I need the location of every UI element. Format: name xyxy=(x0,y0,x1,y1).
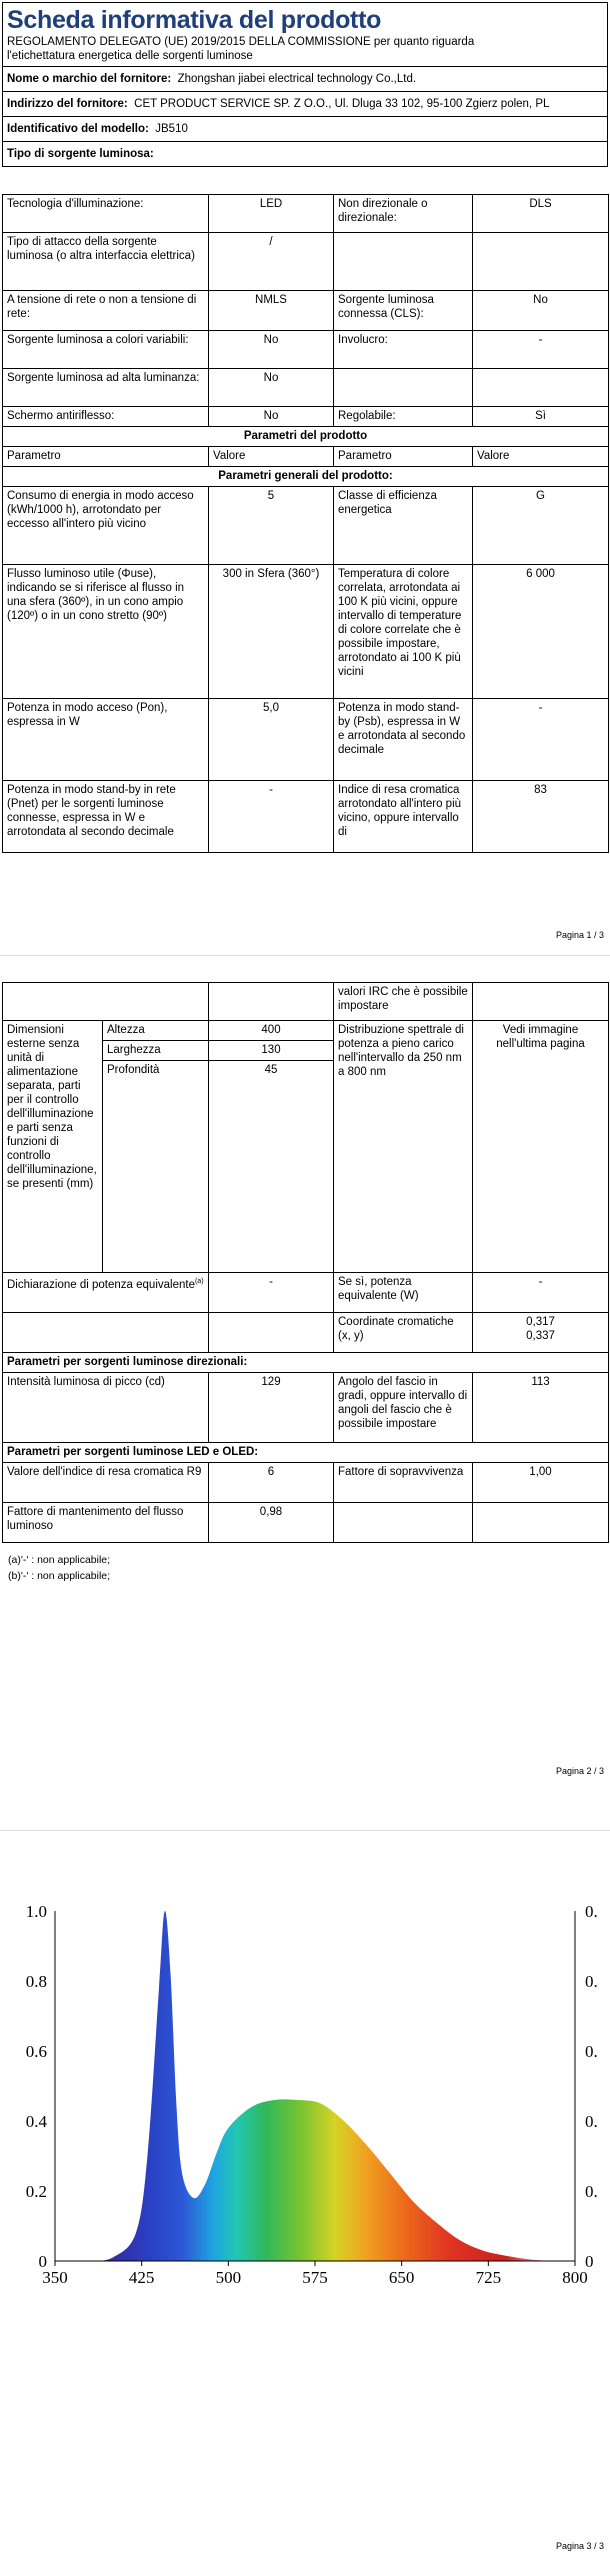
y-tick-label: 0.8 xyxy=(25,1972,47,1991)
chroma-y: 0,337 xyxy=(526,1330,555,1342)
section-header: Parametri per sorgenti luminose direzionali: xyxy=(3,1353,609,1373)
cell: 400 xyxy=(209,1021,334,1041)
spd-label: Distribuzione spettrale di potenza a pieno carico nell'intervallo da 250 nm a 800 nm xyxy=(334,1021,473,1273)
table-row xyxy=(3,1273,609,1313)
table-row xyxy=(3,467,609,487)
cell: valori IRC che è possibile impostare xyxy=(334,983,473,1021)
cell: - xyxy=(473,331,609,369)
model-label: Identificativo del modello: xyxy=(7,123,149,135)
subtitle-line-1: REGOLAMENTO DELEGATO (UE) 2019/2015 DELLA COMMISSIONE per quanto riguarda xyxy=(7,36,475,48)
equiv-label: Dichiarazione di potenza equivalente xyxy=(7,1278,195,1291)
model-value: JB510 xyxy=(155,123,188,135)
address-value: CET PRODUCT SERVICE SP. Z O.O., Ul. Dluga 33 102, 95-100 Zgierz polen, PL xyxy=(134,98,550,110)
page-number: Pagina 2 / 3 xyxy=(555,1766,604,1776)
cell xyxy=(3,1313,209,1353)
cell: NMLS xyxy=(209,291,334,331)
supplier-label: Nome o marchio del fornitore: xyxy=(7,73,172,85)
table-row xyxy=(3,1443,609,1463)
y-tick-label: 0 xyxy=(38,2252,47,2271)
section-header: Parametri del prodotto xyxy=(3,427,609,447)
cell: Consumo di energia in modo acceso (kWh/1000 h), arrotondato per eccesso all'intero più vicino xyxy=(3,487,209,565)
cell xyxy=(3,983,209,1021)
footnote-ref: (a) xyxy=(194,1278,204,1285)
table-row xyxy=(3,195,609,233)
table-row xyxy=(3,1353,609,1373)
table-row xyxy=(3,291,609,331)
spectrum-chart xyxy=(0,1891,610,2311)
cell: Schermo antiriflesso: xyxy=(3,407,209,427)
x-tick-label: 425 xyxy=(128,2268,155,2287)
cell: Temperatura di colore correlata, arrotondata ai 100 K più vicini, oppure intervallo di temperature di colore correlate che è possibile impostare, arrotondato ai 100 K più vicini xyxy=(334,565,473,699)
table-row xyxy=(3,565,609,699)
table-row xyxy=(3,447,609,467)
y-tick-label: 0.4 xyxy=(25,2112,47,2131)
cell: 129 xyxy=(209,1373,334,1443)
page-1 xyxy=(0,0,610,955)
section-header: Parametri generali del prodotto: xyxy=(3,467,609,487)
table-row xyxy=(3,1313,609,1353)
cell: 130 xyxy=(209,1041,334,1061)
cell xyxy=(334,1503,473,1543)
chroma-x: 0,317 xyxy=(526,1316,555,1328)
document-subtitle xyxy=(3,35,607,66)
footnotes xyxy=(8,1552,110,1584)
cell: No xyxy=(209,407,334,427)
table-row xyxy=(3,983,609,1021)
cell: Profondità xyxy=(103,1061,209,1273)
document-title: Scheda informativa del prodotto xyxy=(7,6,382,34)
cell: Se sì, potenza equivalente (W) xyxy=(334,1273,473,1313)
cell xyxy=(209,983,334,1021)
source-type-label: Tipo di sorgente luminosa: xyxy=(7,148,154,160)
spectrum-chart-svg xyxy=(0,1891,610,2311)
table-row xyxy=(3,1503,609,1543)
cell: 300 in Sfera (360°) xyxy=(209,565,334,699)
cell: No xyxy=(209,331,334,369)
cell: Potenza in modo acceso (Pon), espressa in W xyxy=(3,699,209,781)
cell: No xyxy=(209,369,334,407)
cell xyxy=(473,233,609,291)
cell: Involucro: xyxy=(334,331,473,369)
table-row xyxy=(3,407,609,427)
cell xyxy=(334,369,473,407)
table-row xyxy=(3,1463,609,1503)
spd-value: Vedi immagine nell'ultima pagina xyxy=(473,1021,609,1273)
cell: Coordinate cromatiche (x, y) xyxy=(334,1313,473,1353)
cell: Valore dell'indice di resa cromatica R9 xyxy=(3,1463,209,1503)
cell: Sorgente luminosa connessa (CLS): xyxy=(334,291,473,331)
cell: Sorgente luminosa ad alta luminanza: xyxy=(3,369,209,407)
cell: Intensità luminosa di picco (cd) xyxy=(3,1373,209,1443)
cell xyxy=(209,1313,334,1353)
cell: 5,0 xyxy=(209,699,334,781)
column-header: Parametro xyxy=(3,447,209,467)
cell: Non direzionale o direzionale: xyxy=(334,195,473,233)
table-row xyxy=(3,233,609,291)
cell: A tensione di rete o non a tensione di rete: xyxy=(3,291,209,331)
footnote-a: (a)'-' : non applicabile; xyxy=(8,1554,111,1566)
cell: Indice di resa cromatica arrotondato all'intero più vicino, oppure intervallo di xyxy=(334,781,473,853)
column-header: Valore xyxy=(209,447,334,467)
product-table-page2 xyxy=(2,982,609,1543)
cell: Sì xyxy=(473,407,609,427)
column-header: Valore xyxy=(473,447,609,467)
dimensions-label: Dimensioni esterne senza unità di alimentazione separata, parti per il controllo dell'illuminazione e parti senza funzioni di controllo dell'illuminazione, se presenti (mm) xyxy=(3,1021,103,1273)
right-y-tick-label: 0. xyxy=(585,2042,598,2061)
page-2 xyxy=(0,955,610,1830)
subtitle-line-2: l'etichettatura energetica delle sorgenti luminose xyxy=(7,50,253,62)
cell xyxy=(473,369,609,407)
cell: - xyxy=(473,699,609,781)
cell: 1,00 xyxy=(473,1463,609,1503)
cell: Flusso luminoso utile (Φuse), indicando se si riferisce al flusso in una sfera (360º), in un cono ampio (120º) o in un cono stretto (90º) xyxy=(3,565,209,699)
cell: Potenza in modo stand-by (Psb), espressa in W e arrotondata al secondo decimale xyxy=(334,699,473,781)
cell: Altezza xyxy=(103,1021,209,1041)
cell: Classe di efficienza energetica xyxy=(334,487,473,565)
cell: Sorgente luminosa a colori variabili: xyxy=(3,331,209,369)
document-header xyxy=(2,2,608,167)
cell: G xyxy=(473,487,609,565)
cell xyxy=(3,1273,209,1313)
y-tick-label: 1.0 xyxy=(25,1902,47,1921)
cell: No xyxy=(473,291,609,331)
table-row xyxy=(3,369,609,407)
cell: Potenza in modo stand-by in rete (Pnet) per le sorgenti luminose connesse, espressa in W e arrotondata al secondo decimale xyxy=(3,781,209,853)
x-tick-label: 650 xyxy=(388,2268,415,2287)
cell: Larghezza xyxy=(103,1041,209,1061)
cell: - xyxy=(209,781,334,853)
cell: 113 xyxy=(473,1373,609,1443)
y-tick-label: 0.6 xyxy=(25,2042,47,2061)
cell xyxy=(334,233,473,291)
cell: / xyxy=(209,233,334,291)
model-row xyxy=(3,116,607,141)
address-row xyxy=(3,91,607,116)
table-row xyxy=(3,427,609,447)
table-row xyxy=(3,1021,609,1041)
page-number: Pagina 3 / 3 xyxy=(555,2541,604,2551)
y-tick-label: 0.2 xyxy=(25,2182,47,2201)
cell: 5 xyxy=(209,487,334,565)
source-type-row xyxy=(3,141,607,166)
x-tick-label: 800 xyxy=(562,2268,588,2287)
x-tick-label: 350 xyxy=(42,2268,68,2287)
cell: Regolabile: xyxy=(334,407,473,427)
cell: 6 xyxy=(209,1463,334,1503)
table-row xyxy=(3,487,609,565)
cell: Tecnologia d'illuminazione: xyxy=(3,195,209,233)
table-row xyxy=(3,331,609,369)
right-y-tick-label: 0. xyxy=(585,1972,598,1991)
product-table-page1 xyxy=(2,194,609,853)
x-tick-label: 500 xyxy=(215,2268,242,2287)
cell: - xyxy=(209,1273,334,1313)
footnote-b: (b)'-' : non applicabile; xyxy=(8,1570,111,1582)
table-row xyxy=(3,1373,609,1443)
right-y-tick-label: 0. xyxy=(585,1902,598,1921)
right-y-tick-label: 0 xyxy=(585,2252,594,2271)
cell: LED xyxy=(209,195,334,233)
cell: - xyxy=(473,1273,609,1313)
cell: Angolo del fascio in gradi, oppure intervallo di angoli del fascio che è possibile impostare xyxy=(334,1373,473,1443)
x-tick-label: 575 xyxy=(302,2268,328,2287)
x-tick-label: 725 xyxy=(475,2268,502,2287)
supplier-row xyxy=(3,66,607,91)
table-row xyxy=(3,781,609,853)
cell xyxy=(473,983,609,1021)
right-y-tick-label: 0. xyxy=(585,2112,598,2131)
cell: 0,98 xyxy=(209,1503,334,1543)
cell: 45 xyxy=(209,1061,334,1273)
page-number: Pagina 1 / 3 xyxy=(555,930,604,940)
cell xyxy=(473,1313,609,1353)
right-y-tick-label: 0. xyxy=(585,2182,598,2201)
spectrum-area xyxy=(90,1911,552,2261)
section-header: Parametri per sorgenti luminose LED e OLED: xyxy=(3,1443,609,1463)
cell: Fattore di sopravvivenza xyxy=(334,1463,473,1503)
cell: 83 xyxy=(473,781,609,853)
supplier-value: Zhongshan jiabei electrical technology Co.,Ltd. xyxy=(177,73,417,85)
cell: Tipo di attacco della sorgente luminosa (o altra interfaccia elettrica) xyxy=(3,233,209,291)
table-row xyxy=(3,699,609,781)
cell: Fattore di mantenimento del flusso luminoso xyxy=(3,1503,209,1543)
column-header: Parametro xyxy=(334,447,473,467)
cell: 6 000 xyxy=(473,565,609,699)
page-3 xyxy=(0,1830,610,2560)
cell xyxy=(473,1503,609,1543)
address-label: Indirizzo del fornitore: xyxy=(7,98,128,110)
cell: DLS xyxy=(473,195,609,233)
